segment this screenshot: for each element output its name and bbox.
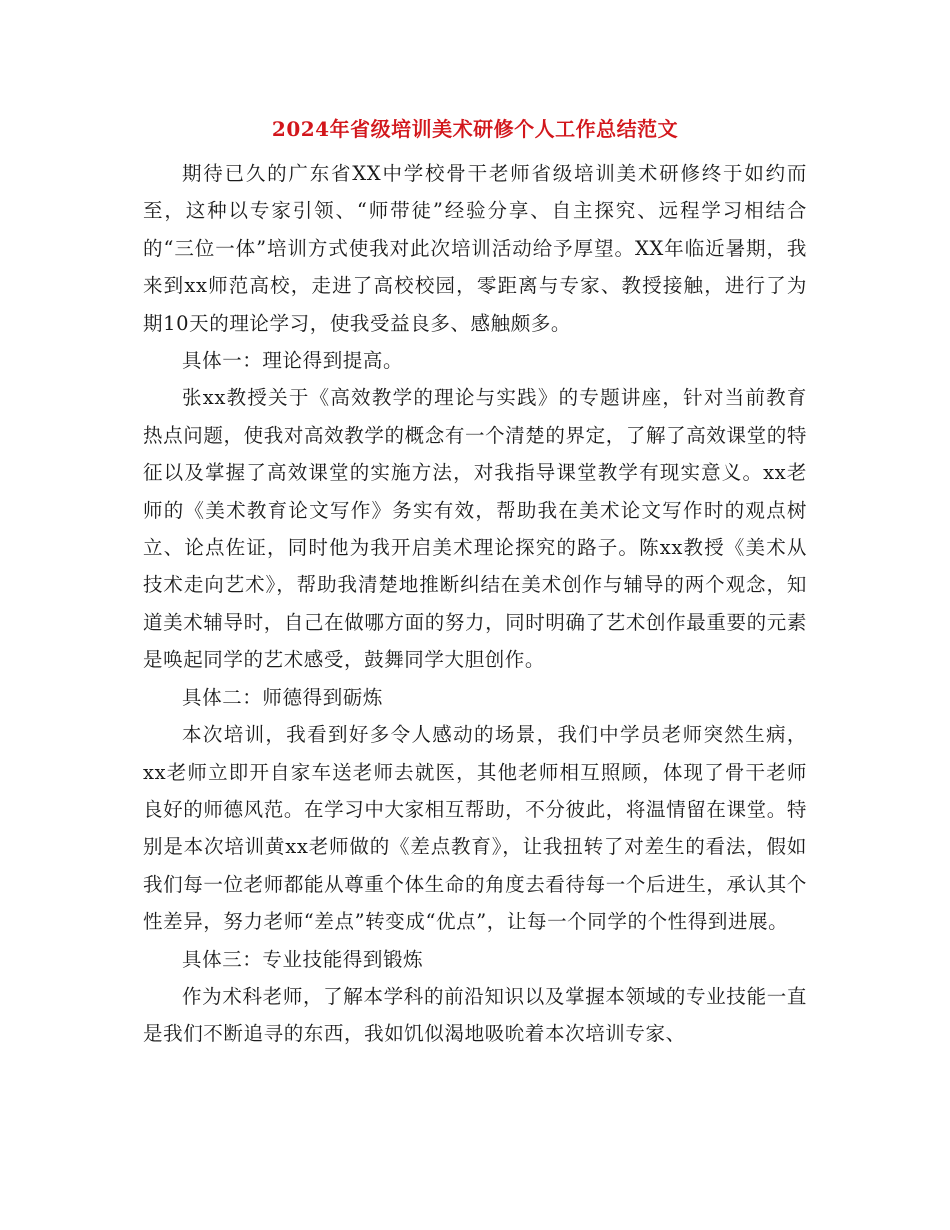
paragraph-skills: 作为术科老师，了解本学科的前沿知识以及掌握本领域的专业技能一直是我们不断追寻的东西，我如饥似渴地吸吮着本次培训专家、 — [143, 984, 807, 1046]
document-title: 2024年省级培训美术研修个人工作总结范文 — [271, 117, 679, 141]
document-body — [143, 155, 807, 1053]
section-heading-2: 具体二：师德得到砺炼 — [182, 685, 384, 709]
paragraph-ethics: 本次培训，我看到好多令人感动的场景，我们中学员老师突然生病，xx老师立即开自家车送老师去就医，其他老师相互照顾，体现了骨干老师良好的师德风范。在学习中大家相互帮助，不分彼此，将温情留在课堂。特别是本次培训黄xx老师做的《差点教育》，让我扭转了对差生的看法，假如我们每一位老师都能从尊重个体生命的角度去看待每一个后进生，承认其个性差异，努力老师“差点”转变成“优点”，让每一个同学的个性得到进展。 — [143, 723, 807, 934]
section-heading-3: 具体三：专业技能得到锻炼 — [182, 947, 424, 971]
paragraph-intro: 期待已久的广东省XX中学校骨干老师省级培训美术研修终于如约而至，这种以专家引领、“师带徒”经验分享、自主探究、远程学习相结合的“三位一体”培训方式使我对此次培训活动给予厚望。XX年临近暑期，我来到xx师范高校，走进了高校校园，零距离与专家、教授接触，进行了为期10天的理论学习，使我受益良多、感触颇多。 — [143, 162, 807, 335]
paragraph-theory: 张xx教授关于《高效教学的理论与实践》的专题讲座，针对当前教育热点问题，使我对高效教学的概念有一个清楚的界定，了解了高效课堂的特征以及掌握了高效课堂的实施方法，对我指导课堂教学有现实意义。xx老师的《美术教育论文写作》务实有效，帮助我在美术论文写作时的观点树立、论点佐证，同时他为我开启美术理论探究的路子。陈xx教授《美术从技术走向艺术》，帮助我清楚地推断纠结在美术创作与辅导的两个观念，知道美术辅导时，自己在做哪方面的努力，同时明确了艺术创作最重要的元素是唤起同学的艺术感受，鼓舞同学大胆创作。 — [143, 386, 807, 672]
section-heading-1: 具体一：理论得到提高。 — [182, 349, 404, 373]
